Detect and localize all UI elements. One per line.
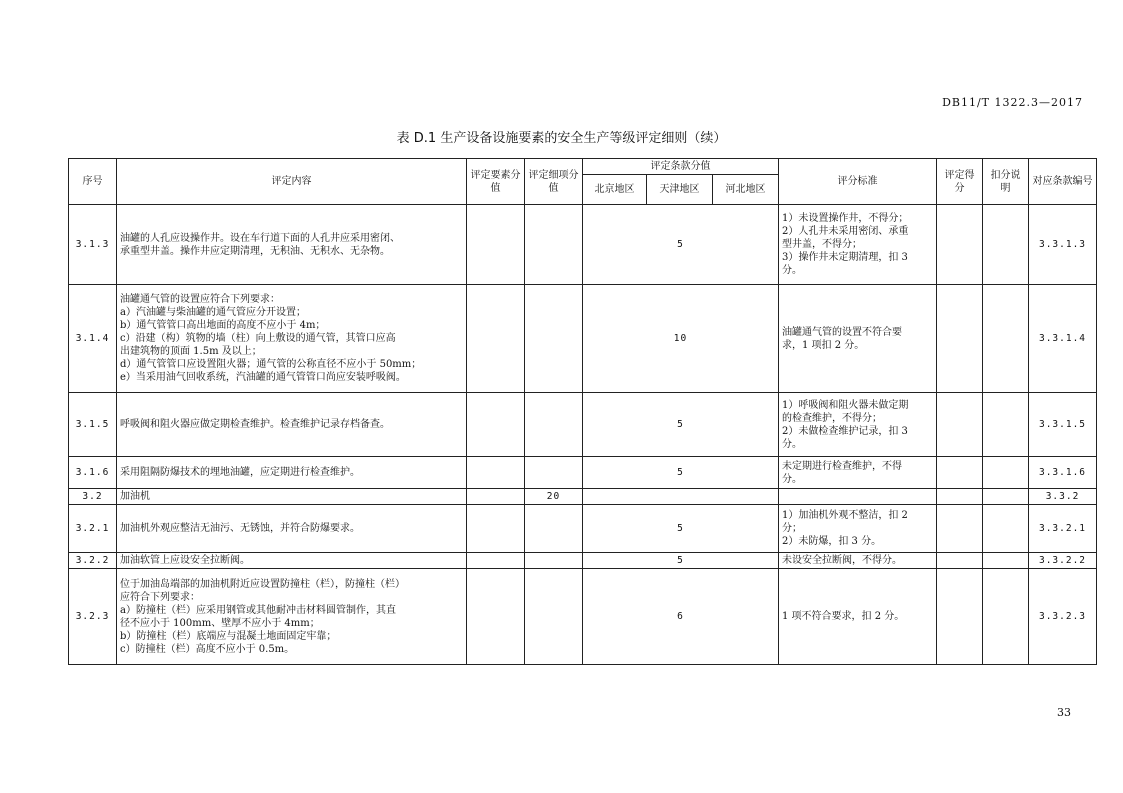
cell-seq: 3.1.5 (69, 393, 117, 457)
cell-clause: 3.3.2.3 (1029, 569, 1097, 665)
table-row (69, 457, 1097, 489)
cell-criteria-line: 1）未设置操作井，不得分； (782, 213, 909, 224)
cell-criteria (779, 489, 937, 505)
cell-content (117, 569, 467, 665)
cell-criteria-line: 分。 (782, 265, 803, 276)
cell-content-line: c）沿建（构）筑物的墙（柱）向上敷设的通气管，其管口应高 (120, 333, 396, 344)
cell-content-line: a）防撞柱（栏）应采用钢管或其他耐冲击材料圆管制作，其直 (120, 604, 396, 616)
cell-criteria-line: 未设安全拉断阀，不得分。 (782, 555, 903, 566)
cell-item-score (525, 205, 583, 285)
header-clause: 对应条款编号 (1029, 159, 1097, 205)
cell-criteria-line: 1 项不符合要求，扣 2 分。 (782, 611, 905, 622)
cell-content-line: 呼吸阀和阻火器应做定期检查维护。检查维护记录存档备查。 (120, 419, 390, 430)
cell-item-score (525, 285, 583, 393)
cell-content-line: c）防撞柱（栏）高度不应小于 0.5m。 (120, 643, 295, 655)
cell-criteria-line: 1）加油机外观不整洁，扣 2 (782, 510, 908, 521)
cell-criteria (779, 505, 937, 553)
cell-clause: 3.3.2.2 (1029, 553, 1097, 569)
cell-content-line: 加油软管上应设安全拉断阀。 (120, 555, 250, 566)
cell-regional-score: 10 (583, 285, 779, 393)
cell-content (117, 285, 467, 393)
cell-content-line: 应符合下列要求： (120, 591, 200, 603)
cell-clause: 3.3.2 (1029, 489, 1097, 505)
cell-criteria-line: 分； (782, 523, 803, 534)
cell-seq: 3.1.4 (69, 285, 117, 393)
cell-score (937, 569, 983, 665)
cell-criteria-line: 的检查维护，不得分； (782, 412, 883, 424)
table-row (69, 569, 1097, 665)
header-score: 评定得分 (937, 159, 983, 205)
table-title: 表 D.1 生产设备设施要素的安全生产等级评定细则（续） (396, 131, 727, 146)
cell-content-line: 径不应小于 100mm、壁厚不应小于 4mm； (120, 617, 320, 629)
cell-regional-score: 5 (583, 457, 779, 489)
cell-score (937, 489, 983, 505)
header-region-group: 评定条款分值 (583, 159, 779, 175)
cell-content-line: 加油机外观应整洁无油污、无锈蚀，并符合防爆要求。 (120, 523, 360, 534)
cell-deduction (983, 457, 1029, 489)
cell-item-score (525, 553, 583, 569)
cell-content (117, 457, 467, 489)
cell-item-score (525, 569, 583, 665)
cell-criteria (779, 285, 937, 393)
cell-content-line: 采用阻隔防爆技术的埋地油罐，应定期进行检查维护。 (120, 467, 360, 478)
cell-criteria-line: 分。 (782, 473, 803, 485)
cell-item-score (525, 457, 583, 489)
cell-deduction (983, 393, 1029, 457)
cell-clause: 3.3.1.4 (1029, 285, 1097, 393)
cell-score (937, 285, 983, 393)
cell-seq: 3.2.3 (69, 569, 117, 665)
cell-seq: 3.1.3 (69, 205, 117, 285)
cell-content (117, 393, 467, 457)
cell-deduction (983, 285, 1029, 393)
cell-criteria (779, 205, 937, 285)
table-body (69, 205, 1097, 665)
cell-content-line: d）通气管管口应设置阻火器；通气管的公称直径不应小于 50mm； (120, 359, 422, 370)
cell-criteria-line: 求，1 项扣 2 分。 (782, 339, 865, 351)
cell-criteria (779, 569, 937, 665)
cell-content-line: 出建筑物的顶面 1.5m 及以上； (120, 346, 262, 357)
cell-criteria (779, 393, 937, 457)
header-deduction: 扣分说明 (983, 159, 1029, 205)
cell-element-score (467, 553, 525, 569)
cell-criteria-line: 2）未防爆，扣 3 分。 (782, 536, 882, 547)
cell-regional-score (583, 489, 779, 505)
cell-element-score (467, 393, 525, 457)
cell-score (937, 393, 983, 457)
cell-criteria-line: 型井盖，不得分； (782, 239, 863, 250)
table-row (69, 205, 1097, 285)
cell-element-score (467, 569, 525, 665)
table-row (69, 393, 1097, 457)
table-row (69, 489, 1097, 505)
cell-deduction (983, 489, 1029, 505)
cell-content-line: 油罐的人孔应设操作井。设在车行道下面的人孔井应采用密闭、 (120, 232, 400, 244)
cell-criteria-line: 未定期进行检查维护，不得 (782, 460, 903, 472)
cell-criteria (779, 553, 937, 569)
header-item-score: 评定细项分值 (525, 159, 583, 205)
cell-criteria-line: 1）呼吸阀和阻火器未做定期 (782, 399, 909, 411)
cell-element-score (467, 205, 525, 285)
cell-content-line: 承重型井盖。操作井应定期清理，无积油、无积水、无杂物。 (120, 245, 390, 257)
header-criteria: 评分标准 (779, 159, 937, 205)
cell-clause: 3.3.2.1 (1029, 505, 1097, 553)
cell-criteria-line: 2）未做检查维护记录，扣 3 (782, 425, 908, 437)
table-row (69, 505, 1097, 553)
cell-regional-score: 5 (583, 205, 779, 285)
cell-content (117, 553, 467, 569)
cell-content (117, 489, 467, 505)
cell-score (937, 457, 983, 489)
cell-element-score (467, 489, 525, 505)
cell-score (937, 205, 983, 285)
cell-score (937, 553, 983, 569)
cell-content-line: a）汽油罐与柴油罐的通气管应分开设置； (120, 307, 306, 318)
cell-item-score (525, 393, 583, 457)
cell-content (117, 205, 467, 285)
cell-item-score: 20 (525, 489, 583, 505)
cell-deduction (983, 553, 1029, 569)
cell-seq: 3.2 (69, 489, 117, 505)
cell-deduction (983, 505, 1029, 553)
page-number: 33 (1057, 706, 1071, 719)
table-row (69, 285, 1097, 393)
cell-clause: 3.3.1.6 (1029, 457, 1097, 489)
cell-deduction (983, 205, 1029, 285)
table-row (69, 553, 1097, 569)
cell-regional-score: 5 (583, 553, 779, 569)
cell-clause: 3.3.1.5 (1029, 393, 1097, 457)
header-element-score: 评定要素分值 (467, 159, 525, 205)
header-tianjin: 天津地区 (647, 175, 713, 205)
cell-element-score (467, 505, 525, 553)
header-beijing: 北京地区 (583, 175, 647, 205)
cell-content-line: 油罐通气管的设置应符合下列要求： (120, 294, 280, 305)
cell-content-line: b）防撞柱（栏）底端应与混凝土地面固定牢靠； (120, 630, 337, 642)
cell-criteria-line: 2）人孔井未采用密闭、承重 (782, 226, 909, 237)
header-seq: 序号 (69, 159, 117, 205)
header-content: 评定内容 (117, 159, 467, 205)
cell-clause: 3.3.1.3 (1029, 205, 1097, 285)
cell-criteria (779, 457, 937, 489)
cell-element-score (467, 457, 525, 489)
cell-seq: 3.2.1 (69, 505, 117, 553)
cell-content-line: e）当采用油气回收系统，汽油罐的通气管管口尚应安装呼吸阀。 (120, 372, 406, 383)
rating-table (68, 158, 1097, 665)
cell-content-line: 位于加油岛端部的加油机附近应设置防撞柱（栏），防撞柱（栏） (120, 578, 405, 590)
cell-seq: 3.2.2 (69, 553, 117, 569)
cell-seq: 3.1.6 (69, 457, 117, 489)
cell-criteria-line: 分。 (782, 438, 803, 450)
cell-regional-score: 5 (583, 505, 779, 553)
cell-deduction (983, 569, 1029, 665)
cell-score (937, 505, 983, 553)
cell-content-line: b）通气管管口高出地面的高度不应小于 4m； (120, 320, 326, 331)
header-hebei: 河北地区 (713, 175, 779, 205)
cell-regional-score: 6 (583, 569, 779, 665)
cell-regional-score: 5 (583, 393, 779, 457)
cell-content (117, 505, 467, 553)
cell-item-score (525, 505, 583, 553)
document-code: DB11/T 1322.3—2017 (942, 96, 1083, 109)
cell-element-score (467, 285, 525, 393)
cell-criteria-line: 3）操作井未定期清理，扣 3 (782, 252, 908, 263)
cell-content-line: 加油机 (120, 491, 150, 502)
cell-criteria-line: 油罐通气管的设置不符合要 (782, 326, 903, 338)
